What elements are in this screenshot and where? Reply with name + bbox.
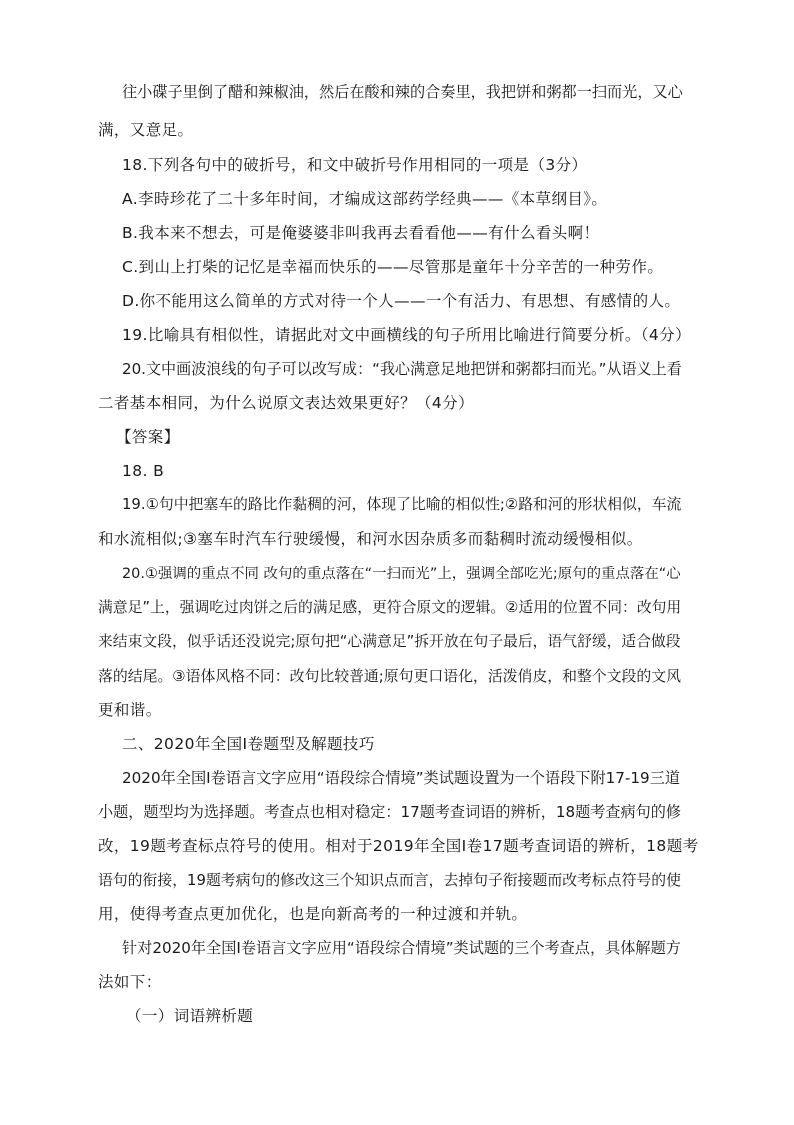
body-line: 满，又意足。 <box>98 121 194 139</box>
body-line: 满意足”上，强调吃过肉饼之后的满足感，更符合原文的逻辑。②适用的位置不同：改句用 <box>98 599 682 616</box>
option-d: D.你不能用这么简单的方式对待一个人——一个有活力、有思想、有感情的人。 <box>122 292 681 310</box>
body-line: 针对2020年全国Ⅰ卷语言文字应用“语段综合情境”类试题的三个考查点，具体解题方 <box>122 939 681 957</box>
section-heading: 二、2020年全国Ⅰ卷题型及解题技巧 <box>122 735 375 753</box>
option-a: A.李時珍花了二十多年时间，才编成这部药学经典——《本草纲目》。 <box>122 190 608 208</box>
body-line: 和水流相似;③塞车时汽车行驶缓慢，和河水因杂质多而黏稠时流动缓慢相似。 <box>98 530 643 548</box>
body-line: 更和谐。 <box>98 701 162 719</box>
body-line: 二者基本相同，为什么说原文表达效果更好？（4分） <box>98 394 474 412</box>
option-c: C.到山上打柴的记忆是幸福而快乐的——尽管那是童年十分辛苦的一种劳作。 <box>122 258 664 276</box>
body-line: 改，19题考查标点符号的使用。相对于2019年全国Ⅰ卷17题考查词语的辨析，18题考 <box>98 837 699 855</box>
subsection-heading: （一）词语辨析题 <box>126 1007 254 1025</box>
question-18: 18.下列各句中的破折号，和文中破折号作用相同的一项是（3分） <box>122 156 588 174</box>
answer-18: 18. B <box>122 462 165 480</box>
answer-19: 19.①句中把塞车的路比作黏稠的河，体现了比喻的相似性;②路和河的形状相似，车流 <box>122 496 682 513</box>
body-line: 用，使得考查点更加优化，也是向新高考的一种过渡和并轨。 <box>98 905 528 923</box>
question-20: 20.文中画波浪线的句子可以改写成：“我心满意足地把饼和粥都扫而光。”从语义上看 <box>122 360 682 378</box>
body-line: 2020年全国Ⅰ卷语言文字应用“语段综合情境”类试题设置为一个语段下附17-19三道 <box>122 769 681 787</box>
body-line: 语句的衔接，19题考病句的修改这三个知识点而言，去掉句子衔接题而改考标点符号的使 <box>98 871 681 889</box>
answer-20: 20.①强调的重点不同 改句的重点落在“一扫而光”上，强调全部吃光;原句的重点落在“心 <box>122 566 681 582</box>
body-line: 往小碟子里倒了醋和辣椒油，然后在酸和辣的合奏里，我把饼和粥都一扫而光，又心 <box>122 83 683 101</box>
body-line: 落的结尾。③语体风格不同：改句比较普通;原句更口语化，活泼俏皮，和整个文段的文风 <box>98 667 681 685</box>
body-line: 来结束文段，似乎话还没说完;原句把“心满意足”拆开放在句子最后，语气舒缓，适合做段 <box>98 633 681 650</box>
body-line: 法如下： <box>98 973 162 991</box>
option-b: B.我本来不想去，可是俺婆婆非叫我再去看看他——有什么看头啊！ <box>122 224 600 242</box>
answer-heading: 【答案】 <box>116 428 180 446</box>
question-19: 19.比喻具有相似性，请据此对文中画横线的句子所用比喻进行简要分析。（4分） <box>122 326 691 344</box>
body-line: 小题，题型均为选择题。考查点也相对稳定：17题考查词语的辨析，18题考查病句的修 <box>98 803 681 821</box>
